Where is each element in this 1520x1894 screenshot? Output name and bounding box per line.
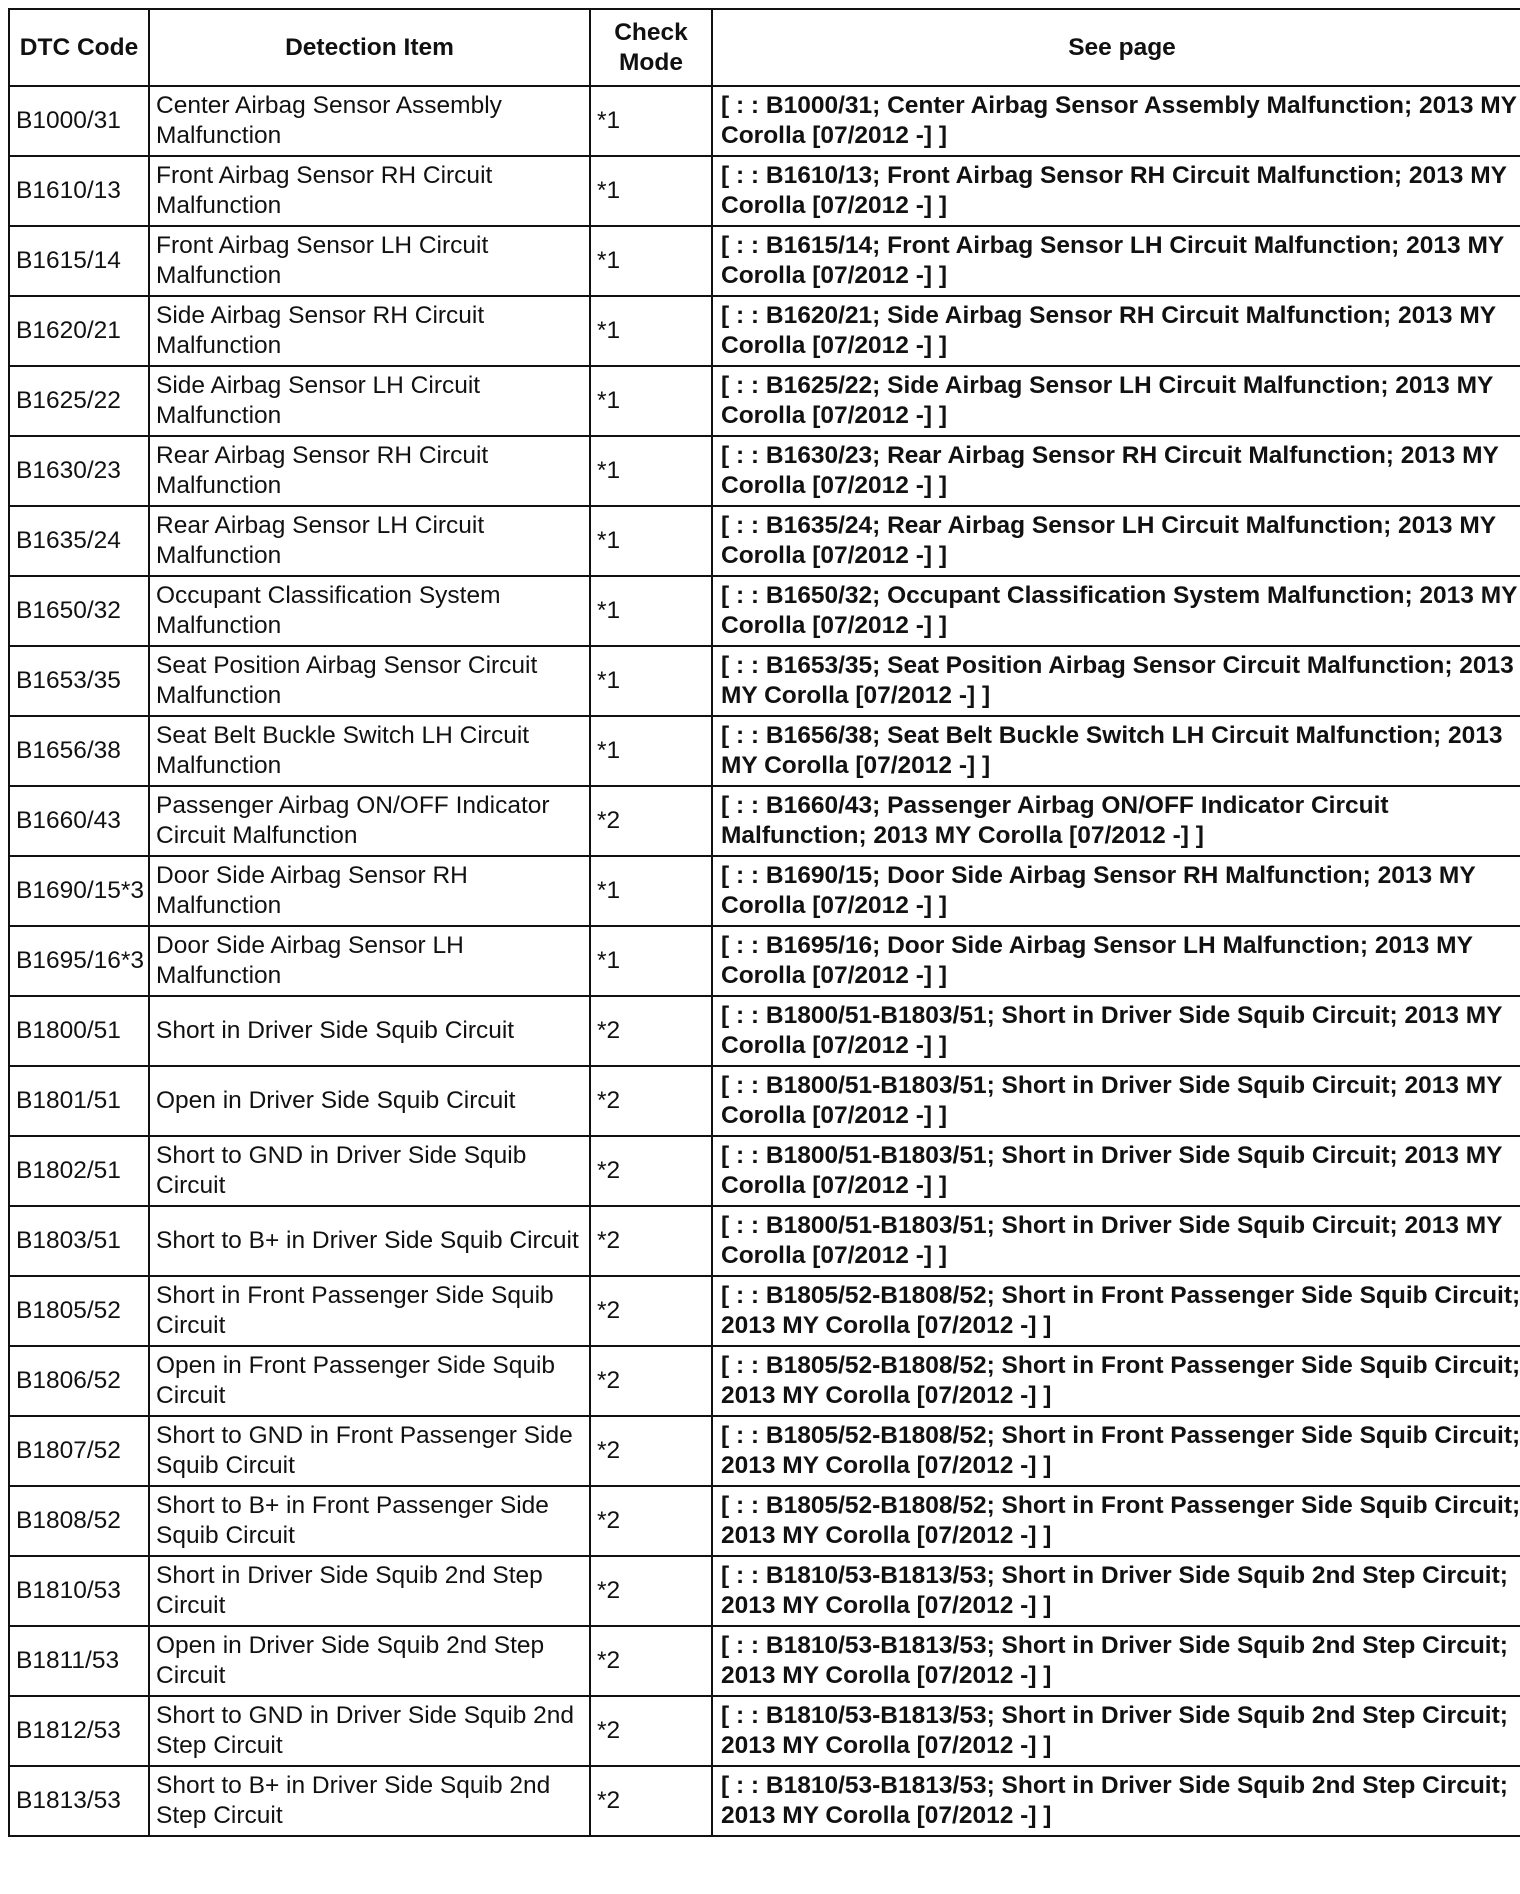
table-row <box>9 1626 1520 1696</box>
table-row <box>9 1556 1520 1626</box>
table-row <box>9 226 1520 296</box>
dtc-code-cell: B1690/15*3 <box>9 856 149 926</box>
table-row <box>9 1486 1520 1556</box>
check-mode-cell: *2 <box>590 1486 712 1556</box>
table-body <box>9 86 1520 1836</box>
detection-item-cell: Side Airbag Sensor LH Circuit Malfunction <box>149 366 590 436</box>
dtc-code-cell: B1660/43 <box>9 786 149 856</box>
check-mode-cell: *2 <box>590 996 712 1066</box>
detection-item-cell: Rear Airbag Sensor LH Circuit Malfunction <box>149 506 590 576</box>
dtc-code-cell: B1807/52 <box>9 1416 149 1486</box>
dtc-code-cell: B1635/24 <box>9 506 149 576</box>
table-row <box>9 576 1520 646</box>
see-page-link[interactable]: [ : : B1660/43; Passenger Airbag ON/OFF Indicator Circuit Malfunction; 2013 MY Corolla [07/2012 -] ] <box>712 786 1520 856</box>
dtc-code-cell: B1615/14 <box>9 226 149 296</box>
see-page-link[interactable]: [ : : B1805/52-B1808/52; Short in Front Passenger Side Squib Circuit; 2013 MY Corolla [07/2012 -] ] <box>712 1416 1520 1486</box>
see-page-link[interactable]: [ : : B1620/21; Side Airbag Sensor RH Circuit Malfunction; 2013 MY Corolla [07/2012 -] ] <box>712 296 1520 366</box>
dtc-code-cell: B1806/52 <box>9 1346 149 1416</box>
table-row <box>9 506 1520 576</box>
dtc-code-cell: B1812/53 <box>9 1696 149 1766</box>
detection-item-cell: Door Side Airbag Sensor LH Malfunction <box>149 926 590 996</box>
detection-item-cell: Short in Driver Side Squib Circuit <box>149 996 590 1066</box>
see-page-link[interactable]: [ : : B1610/13; Front Airbag Sensor RH Circuit Malfunction; 2013 MY Corolla [07/2012 -] ] <box>712 156 1520 226</box>
check-mode-cell: *1 <box>590 576 712 646</box>
detection-item-cell: Seat Position Airbag Sensor Circuit Malfunction <box>149 646 590 716</box>
table-row <box>9 1696 1520 1766</box>
detection-item-cell: Short to GND in Driver Side Squib Circuit <box>149 1136 590 1206</box>
detection-item-cell: Short to GND in Driver Side Squib 2nd Step Circuit <box>149 1696 590 1766</box>
see-page-link[interactable]: [ : : B1625/22; Side Airbag Sensor LH Circuit Malfunction; 2013 MY Corolla [07/2012 -] ] <box>712 366 1520 436</box>
dtc-code-cell: B1610/13 <box>9 156 149 226</box>
table-row <box>9 646 1520 716</box>
table-row <box>9 1136 1520 1206</box>
table-row <box>9 716 1520 786</box>
see-page-link[interactable]: [ : : B1650/32; Occupant Classification System Malfunction; 2013 MY Corolla [07/2012 -] ] <box>712 576 1520 646</box>
detection-item-cell: Occupant Classification System Malfunction <box>149 576 590 646</box>
see-page-link[interactable]: [ : : B1810/53-B1813/53; Short in Driver Side Squib 2nd Step Circuit; 2013 MY Corolla [07/2012 -] ] <box>712 1626 1520 1696</box>
check-mode-cell: *2 <box>590 1556 712 1626</box>
see-page-link[interactable]: [ : : B1800/51-B1803/51; Short in Driver Side Squib Circuit; 2013 MY Corolla [07/2012 -] ] <box>712 996 1520 1066</box>
table-row <box>9 996 1520 1066</box>
check-mode-cell: *1 <box>590 436 712 506</box>
dtc-code-cell: B1653/35 <box>9 646 149 716</box>
see-page-link[interactable]: [ : : B1800/51-B1803/51; Short in Driver Side Squib Circuit; 2013 MY Corolla [07/2012 -] ] <box>712 1066 1520 1136</box>
check-mode-cell: *2 <box>590 1416 712 1486</box>
dtc-code-cell: B1813/53 <box>9 1766 149 1836</box>
table-row <box>9 856 1520 926</box>
dtc-code-cell: B1000/31 <box>9 86 149 156</box>
see-page-link[interactable]: [ : : B1656/38; Seat Belt Buckle Switch LH Circuit Malfunction; 2013 MY Corolla [07/2012 -] ] <box>712 716 1520 786</box>
detection-item-cell: Center Airbag Sensor Assembly Malfunction <box>149 86 590 156</box>
detection-item-cell: Open in Front Passenger Side Squib Circuit <box>149 1346 590 1416</box>
table-row <box>9 786 1520 856</box>
dtc-code-cell: B1811/53 <box>9 1626 149 1696</box>
detection-item-cell: Front Airbag Sensor LH Circuit Malfunction <box>149 226 590 296</box>
see-page-link[interactable]: [ : : B1805/52-B1808/52; Short in Front Passenger Side Squib Circuit; 2013 MY Corolla [07/2012 -] ] <box>712 1346 1520 1416</box>
check-mode-cell: *2 <box>590 1136 712 1206</box>
detection-item-cell: Side Airbag Sensor RH Circuit Malfunction <box>149 296 590 366</box>
see-page-link[interactable]: [ : : B1695/16; Door Side Airbag Sensor LH Malfunction; 2013 MY Corolla [07/2012 -] ] <box>712 926 1520 996</box>
table-row <box>9 926 1520 996</box>
see-page-link[interactable]: [ : : B1000/31; Center Airbag Sensor Assembly Malfunction; 2013 MY Corolla [07/2012 -] ] <box>712 86 1520 156</box>
check-mode-cell: *1 <box>590 366 712 436</box>
table-row <box>9 1206 1520 1276</box>
detection-item-cell: Passenger Airbag ON/OFF Indicator Circuit Malfunction <box>149 786 590 856</box>
see-page-link[interactable]: [ : : B1810/53-B1813/53; Short in Driver Side Squib 2nd Step Circuit; 2013 MY Corolla [07/2012 -] ] <box>712 1766 1520 1836</box>
check-mode-cell: *2 <box>590 1346 712 1416</box>
check-mode-cell: *1 <box>590 86 712 156</box>
dtc-code-cell: B1801/51 <box>9 1066 149 1136</box>
dtc-code-cell: B1808/52 <box>9 1486 149 1556</box>
detection-item-cell: Short to B+ in Driver Side Squib 2nd Step Circuit <box>149 1766 590 1836</box>
check-mode-cell: *2 <box>590 1766 712 1836</box>
table-row <box>9 296 1520 366</box>
detection-item-cell: Short to B+ in Front Passenger Side Squib Circuit <box>149 1486 590 1556</box>
dtc-code-cell: B1810/53 <box>9 1556 149 1626</box>
check-mode-cell: *1 <box>590 646 712 716</box>
dtc-code-cell: B1656/38 <box>9 716 149 786</box>
dtc-table <box>8 8 1520 1837</box>
check-mode-cell: *1 <box>590 506 712 576</box>
check-mode-cell: *2 <box>590 1626 712 1696</box>
check-mode-cell: *2 <box>590 1066 712 1136</box>
table-row <box>9 1416 1520 1486</box>
detection-item-cell: Door Side Airbag Sensor RH Malfunction <box>149 856 590 926</box>
table-row <box>9 1276 1520 1346</box>
dtc-code-cell: B1803/51 <box>9 1206 149 1276</box>
see-page-link[interactable]: [ : : B1630/23; Rear Airbag Sensor RH Circuit Malfunction; 2013 MY Corolla [07/2012 -] ] <box>712 436 1520 506</box>
dtc-code-cell: B1650/32 <box>9 576 149 646</box>
header-see-page: See page <box>712 9 1520 86</box>
check-mode-cell: *1 <box>590 296 712 366</box>
table-row <box>9 436 1520 506</box>
see-page-link[interactable]: [ : : B1805/52-B1808/52; Short in Front Passenger Side Squib Circuit; 2013 MY Corolla [07/2012 -] ] <box>712 1486 1520 1556</box>
see-page-link[interactable]: [ : : B1653/35; Seat Position Airbag Sensor Circuit Malfunction; 2013 MY Corolla [07/2012 -] ] <box>712 646 1520 716</box>
dtc-code-cell: B1620/21 <box>9 296 149 366</box>
detection-item-cell: Front Airbag Sensor RH Circuit Malfunction <box>149 156 590 226</box>
dtc-code-cell: B1802/51 <box>9 1136 149 1206</box>
check-mode-cell: *2 <box>590 1276 712 1346</box>
detection-item-cell: Open in Driver Side Squib Circuit <box>149 1066 590 1136</box>
table-header-row <box>9 9 1520 86</box>
dtc-code-cell: B1695/16*3 <box>9 926 149 996</box>
see-page-link[interactable]: [ : : B1810/53-B1813/53; Short in Driver Side Squib 2nd Step Circuit; 2013 MY Corolla [07/2012 -] ] <box>712 1556 1520 1626</box>
header-check-mode: Check Mode <box>590 9 712 86</box>
dtc-code-cell: B1625/22 <box>9 366 149 436</box>
table-row <box>9 1766 1520 1836</box>
table-row <box>9 86 1520 156</box>
detection-item-cell: Rear Airbag Sensor RH Circuit Malfunction <box>149 436 590 506</box>
detection-item-cell: Short to GND in Front Passenger Side Squib Circuit <box>149 1416 590 1486</box>
table-row <box>9 1066 1520 1136</box>
detection-item-cell: Seat Belt Buckle Switch LH Circuit Malfunction <box>149 716 590 786</box>
header-dtc-code: DTC Code <box>9 9 149 86</box>
check-mode-cell: *2 <box>590 1206 712 1276</box>
table-row <box>9 156 1520 226</box>
dtc-code-cell: B1805/52 <box>9 1276 149 1346</box>
detection-item-cell: Open in Driver Side Squib 2nd Step Circuit <box>149 1626 590 1696</box>
detection-item-cell: Short in Driver Side Squib 2nd Step Circuit <box>149 1556 590 1626</box>
see-page-link[interactable]: [ : : B1800/51-B1803/51; Short in Driver Side Squib Circuit; 2013 MY Corolla [07/2012 -] ] <box>712 1136 1520 1206</box>
check-mode-cell: *2 <box>590 786 712 856</box>
dtc-code-cell: B1800/51 <box>9 996 149 1066</box>
check-mode-cell: *1 <box>590 226 712 296</box>
table-row <box>9 1346 1520 1416</box>
detection-item-cell: Short in Front Passenger Side Squib Circuit <box>149 1276 590 1346</box>
table-row <box>9 366 1520 436</box>
check-mode-cell: *1 <box>590 926 712 996</box>
dtc-code-cell: B1630/23 <box>9 436 149 506</box>
detection-item-cell: Short to B+ in Driver Side Squib Circuit <box>149 1206 590 1276</box>
see-page-link[interactable]: [ : : B1810/53-B1813/53; Short in Driver Side Squib 2nd Step Circuit; 2013 MY Corolla [07/2012 -] ] <box>712 1696 1520 1766</box>
check-mode-cell: *1 <box>590 856 712 926</box>
check-mode-cell: *2 <box>590 1696 712 1766</box>
check-mode-cell: *1 <box>590 156 712 226</box>
see-page-link[interactable]: [ : : B1805/52-B1808/52; Short in Front Passenger Side Squib Circuit; 2013 MY Corolla [07/2012 -] ] <box>712 1276 1520 1346</box>
see-page-link[interactable]: [ : : B1615/14; Front Airbag Sensor LH Circuit Malfunction; 2013 MY Corolla [07/2012 -] ] <box>712 226 1520 296</box>
check-mode-cell: *1 <box>590 716 712 786</box>
header-detection-item: Detection Item <box>149 9 590 86</box>
see-page-link[interactable]: [ : : B1800/51-B1803/51; Short in Driver Side Squib Circuit; 2013 MY Corolla [07/2012 -] ] <box>712 1206 1520 1276</box>
see-page-link[interactable]: [ : : B1690/15; Door Side Airbag Sensor RH Malfunction; 2013 MY Corolla [07/2012 -] ] <box>712 856 1520 926</box>
see-page-link[interactable]: [ : : B1635/24; Rear Airbag Sensor LH Circuit Malfunction; 2013 MY Corolla [07/2012 -] ] <box>712 506 1520 576</box>
